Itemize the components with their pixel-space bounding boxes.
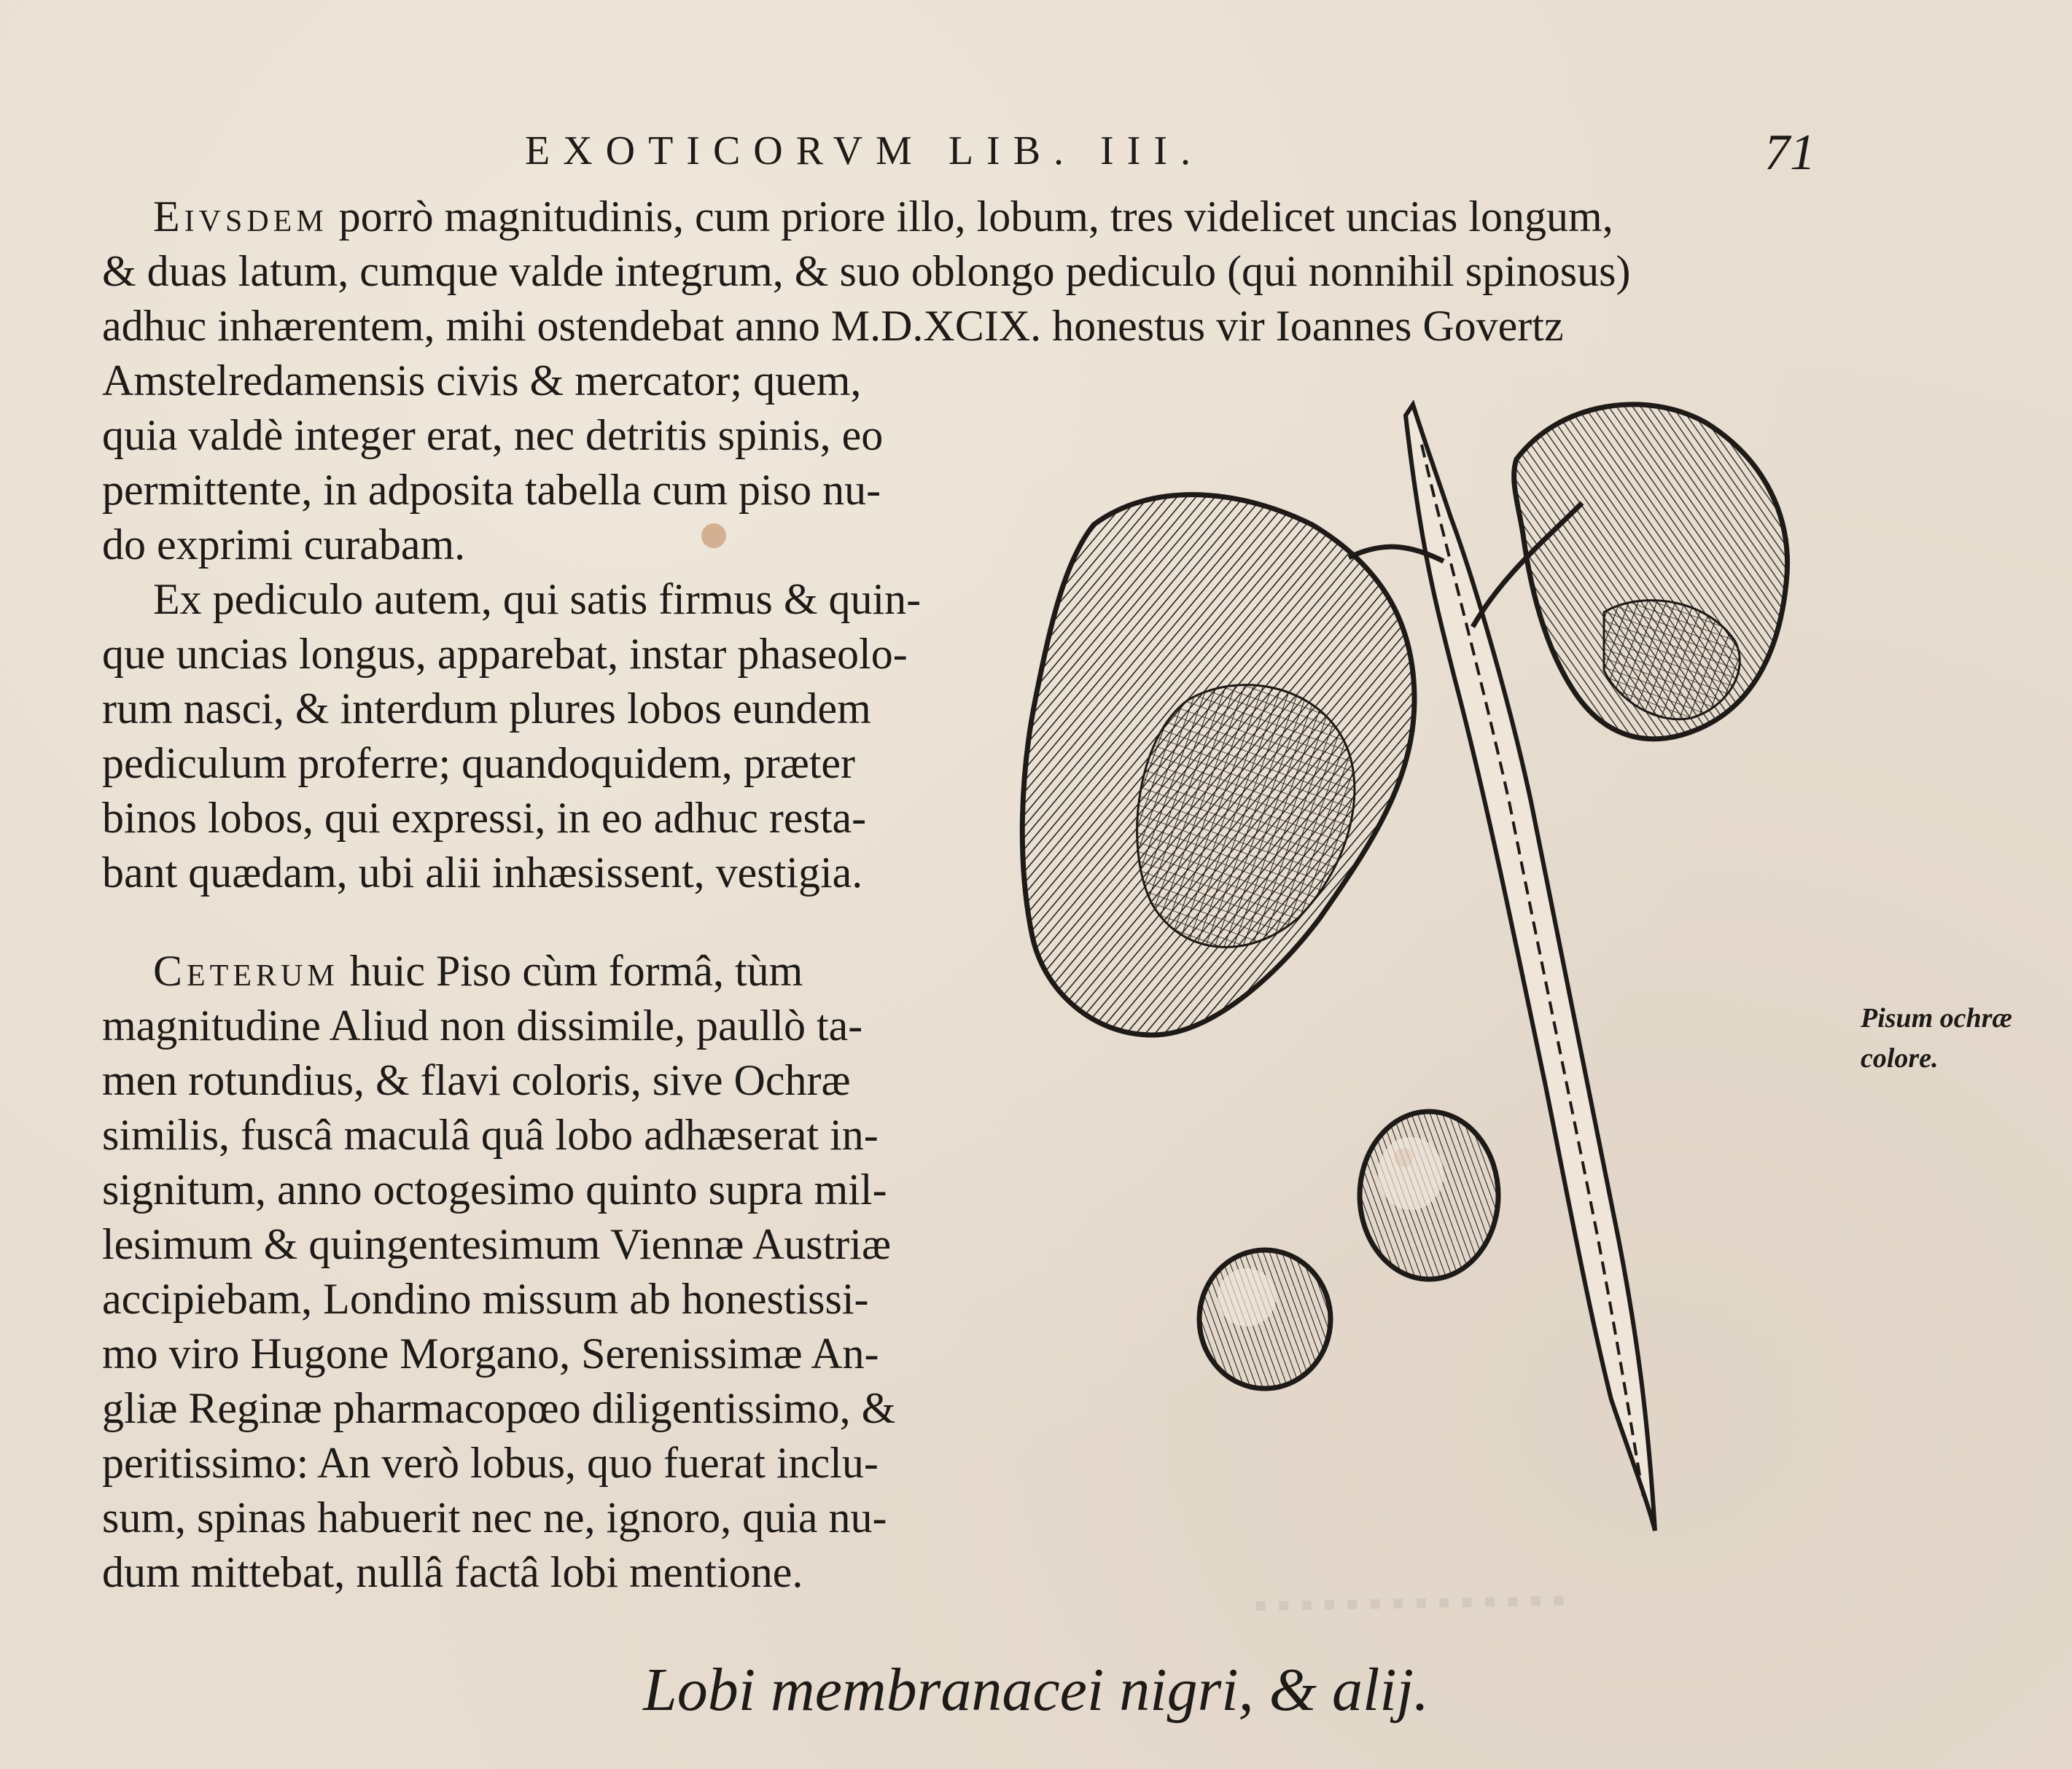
line-text: huic Piso cùm formâ, tùm: [349, 947, 803, 995]
text-line: accipiebam, Londino missum ab honestissi-: [102, 1275, 869, 1323]
figure-caption: [1861, 999, 2043, 1079]
text-line: adhuc inhærentem, mihi ostendebat anno M.D.XCIX. honestus vir Ioannes Govertz: [102, 302, 1564, 350]
text-line: Amstelredamensis civis & mercator; quem,: [102, 356, 862, 405]
page-number: 71: [1764, 125, 1815, 181]
pea-left: [1199, 1250, 1331, 1389]
text-line: binos lobos, qui expressi, in eo adhuc resta-: [102, 794, 867, 842]
text-line: signitum, anno octogesimo quinto supra mil-: [102, 1165, 887, 1214]
text-line: rum nasci, & interdum plures lobos eundem: [102, 684, 871, 733]
text-line: do exprimi curabam.: [102, 520, 466, 569]
line-text: porrò magnitudinis, cum priore illo, lobum, tres videlicet uncias longum,: [338, 192, 1613, 241]
text-line: gliæ Reginæ pharmacopœo diligentissimo, &: [102, 1384, 896, 1432]
text-line: & duas latum, cumque valde integrum, & suo oblongo pediculo (qui nonnihil spinosus): [102, 247, 1631, 295]
text-column-upper: [102, 354, 984, 900]
lead-word: Ceterum: [153, 947, 339, 995]
text-line: permittente, in adposita tabella cum piso nu-: [102, 466, 881, 514]
text-line: lesimum & quingentesimum Viennæ Austriæ: [102, 1220, 891, 1268]
text-line: pediculum proferre; quandoquidem, præter: [102, 739, 856, 787]
upper-pod: [1514, 405, 1788, 739]
large-pod: [1022, 495, 1414, 1035]
pea-right: [1360, 1112, 1498, 1279]
text-line: sum, spinas habuerit nec ne, ignoro, quia nu-: [102, 1493, 887, 1542]
text-line: bant quædam, ubi alii inhæsissent, vestigia.: [102, 848, 863, 897]
text-line: men rotundius, & flavi coloris, sive Ochræ: [102, 1056, 851, 1104]
show-through-bleed: ▪ ▪ ▪ ▪ ▪ ▪ ▪ ▪ ▪ ▪ ▪ ▪ ▪ ▪: [1253, 1579, 1566, 1627]
caption-line: Pisum ochræ: [1861, 1003, 2012, 1034]
text-line: que uncias longus, apparebat, instar phaseolo-: [102, 630, 908, 678]
text-column-lower: [102, 944, 984, 1600]
woodcut-illustration: [1006, 394, 1852, 1560]
text-line: magnitudine Aliud non dissimile, paullò ta-: [102, 1001, 863, 1050]
text-line: quia valdè integer erat, nec detritis spinis, eo: [102, 411, 884, 459]
text-line: dum mittebat, nullâ factâ lobi mentione.: [102, 1548, 803, 1596]
text-line: mo viro Hugone Morgano, Serenissimæ An-: [102, 1329, 879, 1378]
text-line: similis, fuscâ maculâ quâ lobo adhæserat in-: [102, 1111, 879, 1159]
lead-word: Eivsdem: [153, 192, 328, 241]
section-heading: Lobi membranacei nigri, & alij.: [643, 1656, 1429, 1724]
text-line: [102, 190, 1903, 244]
text-line: Ex pediculo autem, qui satis firmus & quin-: [153, 575, 922, 623]
running-head: EXOTICORVM LIB. III.: [525, 128, 1204, 173]
caption-line: colore.: [1861, 1043, 1939, 1074]
text-line: [102, 944, 984, 999]
text-line: peritissimo: An verò lobus, quo fuerat inclu-: [102, 1439, 879, 1487]
